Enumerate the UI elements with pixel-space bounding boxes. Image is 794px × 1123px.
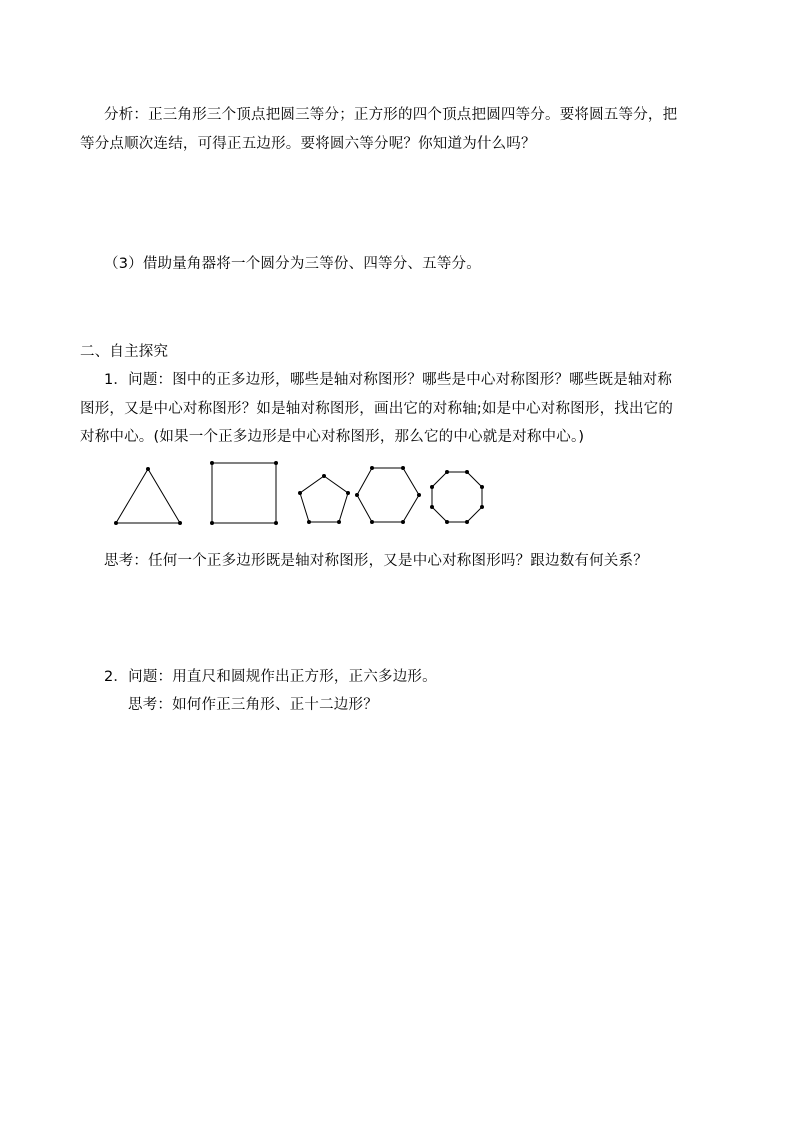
question-1-line-3: 对称中心。(如果一个正多边形是中心对称图形，那么它的中心就是对称中心。) <box>80 429 585 445</box>
triangle-vertex-3 <box>178 521 182 525</box>
octagon-vertex-4 <box>480 505 484 509</box>
square-shape <box>210 461 278 525</box>
octagon-vertex-5 <box>465 520 469 524</box>
octagon-vertex-3 <box>480 485 484 489</box>
octagon-outline <box>432 472 482 522</box>
pentagon-vertex-2 <box>346 491 350 495</box>
hexagon-outline <box>357 468 419 522</box>
triangle-vertex-1 <box>146 467 150 471</box>
hexagon-shape <box>355 466 421 524</box>
question-1-line-2: 图形，又是中心对称图形？如是轴对称图形，画出它的对称轴;如是中心对称图形，找出它的 <box>80 401 674 417</box>
hexagon-vertex-3 <box>417 493 421 497</box>
hexagon-vertex-1 <box>370 466 374 470</box>
octagon-shape <box>430 470 484 524</box>
pentagon-vertex-3 <box>337 520 341 524</box>
octagon-vertex-8 <box>430 485 434 489</box>
hexagon-vertex-2 <box>401 466 405 470</box>
pentagon-vertex-4 <box>307 520 311 524</box>
analysis-line-2: 等分点顺次连结，可得正五边形。要将圆六等分呢？你知道为什么吗？ <box>80 136 536 152</box>
square-vertex-1 <box>210 461 214 465</box>
hexagon-vertex-5 <box>370 520 374 524</box>
square-outline <box>212 463 276 523</box>
octagon-vertex-6 <box>445 520 449 524</box>
pentagon-shape <box>298 474 350 524</box>
analysis-line-1: 分析：正三角形三个顶点把圆三等分；正方形的四个顶点把圆四等分。要将圆五等分，把 <box>104 107 678 123</box>
square-vertex-4 <box>210 521 214 525</box>
section-heading: 二、自主探究 <box>80 344 169 360</box>
pentagon-vertex-5 <box>298 491 302 495</box>
item-3-text: （3）借助量角器将一个圆分为三等份、四等分、五等分。 <box>104 256 481 272</box>
triangle-vertex-2 <box>114 521 118 525</box>
triangle-outline <box>116 469 180 523</box>
octagon-vertex-2 <box>465 470 469 474</box>
square-vertex-3 <box>274 521 278 525</box>
triangle-shape <box>114 467 182 525</box>
square-vertex-2 <box>274 461 278 465</box>
question-2-line-1: 2．问题：用直尺和圆规作出正方形，正六多边形。 <box>104 669 437 685</box>
pentagon-outline <box>300 476 348 522</box>
hexagon-vertex-4 <box>401 520 405 524</box>
octagon-vertex-7 <box>430 505 434 509</box>
hexagon-vertex-6 <box>355 493 359 497</box>
question-1-line-1: 1．问题：图中的正多边形，哪些是轴对称图形？哪些是中心对称图形？哪些既是轴对称 <box>104 372 673 388</box>
pentagon-vertex-1 <box>322 474 326 478</box>
octagon-vertex-1 <box>445 470 449 474</box>
question-2-think: 思考：如何作正三角形、正十二边形？ <box>128 697 378 713</box>
question-1-think: 思考：任何一个正多边形既是轴对称图形，又是中心对称图形吗？跟边数有何关系？ <box>104 553 648 569</box>
